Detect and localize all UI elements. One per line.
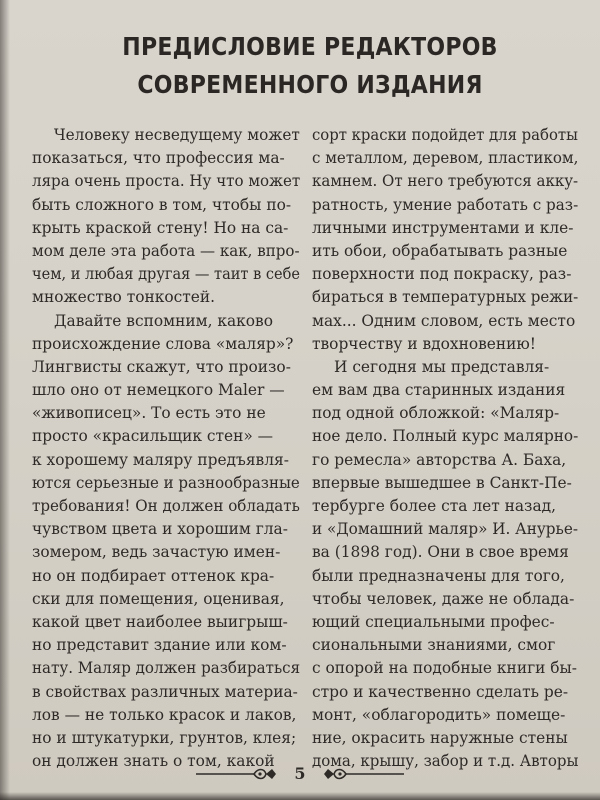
left-ornament-icon [196,766,280,782]
left-column-line: но он подбирает оттенок кра- [32,566,275,585]
page-number: 5 [294,764,306,783]
binding-shadow [0,0,10,800]
left-column-line: чем, и любая другая — таит в себе [32,265,300,284]
left-column-line: ски для помещения, оценивая, [32,589,285,608]
left-column-line: происхождение слова «маляр»? [32,334,294,353]
right-text-column [312,124,578,773]
left-column-line: какой цвет наиболее выигрыш- [32,612,288,631]
left-column-line: чувством цвета и хорошим гла- [32,520,288,539]
left-column-line: крыть краской стену! Но на са- [32,218,289,237]
left-column-line: Давайте вспомним, каково [54,311,273,330]
right-ornament-icon [320,766,404,782]
right-column-line: ем вам два старинных издания [312,381,566,400]
right-column-line: И сегодня мы представля- [334,357,550,376]
right-column-line: стро и качественно сделать ре- [312,682,569,701]
right-column-line: го ремесла» авторства А. Баха, [312,450,567,469]
right-column-line: монт, «облагородить» помеще- [312,705,566,724]
right-column-line: под одной обложкой: «Маляр- [312,404,560,423]
left-column-line: лов — не только красок и лаков, [32,705,297,724]
left-column-line: быть сложного в том, чтобы по- [32,195,292,214]
right-column-line: личными инструментами и кле- [312,218,574,237]
left-column-line: в свойствах различных материа- [32,682,298,701]
left-column-line: требования! Он должен обладать [32,497,300,515]
right-column-line: ратность, умение работать с раз- [312,195,579,214]
left-column-line: просто «красильщик стен» — [32,427,274,446]
left-column-line: Лингвисты скажут, что произо- [32,357,291,376]
title-line-1: ПРЕДИСЛОВИЕ РЕДАКТОРОВ [122,32,498,61]
right-column-line: с опорой на подобные книги бы- [312,659,577,678]
left-column-line: «живописец». То есть это не [32,404,266,423]
right-column-line: творчеству и вдохновению! [312,334,536,353]
right-column-line: с металлом, деревом, пластиком, [312,149,579,168]
right-column-line: чтобы человек, даже не облада- [312,589,575,608]
right-column-line: были предназначены для того, [312,566,565,585]
right-column-line: ить обои, обрабатывать разные [312,241,568,260]
right-column-line: тербурге более ста лет назад, [312,497,556,515]
right-column-line: камнем. От него требуются акку- [312,172,579,191]
right-column-line: дома, крышу, забор и т.д. Авторы [312,752,579,771]
left-column-line: ются серьезные и разнообразные [32,473,300,492]
left-column-line: Человеку несведущему может [53,126,300,144]
right-column-line: и «Домашний маляр» И. Анурье- [312,520,578,539]
right-column-line: поверхности под покраску, раз- [312,265,572,284]
left-column-line: ляра очень проста. Ну что может [32,172,301,191]
right-column-line: ющий специальными профес- [312,612,555,631]
left-column-line: но представит здание или ком- [32,636,287,655]
right-column-line: впервые вышедшее в Санкт-Пе- [312,473,572,492]
right-column-line: сиональными знаниями, смог [312,636,556,655]
left-text-column [32,124,300,773]
left-column-line: множество тонкостей. [32,288,216,307]
right-column-line: ва (1898 год). Они в свое время [312,543,569,562]
right-column-line: ное дело. Полный курс малярно- [312,427,579,446]
left-column-line: мом деле эта работа — как, впро- [32,241,300,260]
left-column-line: шло оно от немецкого Maler — [32,381,285,400]
right-column-line: ние, окрасить наружные стены [312,728,568,747]
left-column-line: к хорошему маляру предъявля- [32,450,289,469]
right-column-line: мах... Одним словом, есть место [312,311,576,330]
left-column-line: зомером, ведь зачастую имен- [32,543,281,562]
title-line-2: СОВРЕМЕННОГО ИЗДАНИЯ [137,70,483,99]
page-footer [0,762,600,792]
left-column-line: показаться, что профессия ма- [32,149,285,168]
page-title [72,28,547,104]
right-column-line: бираться в температурных режи- [312,288,579,307]
left-column-line: нату. Маляр должен разбираться [32,659,301,678]
left-column-line: он должен знать о том, какой [32,752,275,771]
right-column-line: сорт краски подойдет для работы [312,126,578,144]
left-column-line: но и штукатурки, грунтов, клея; [32,728,297,747]
page-bottom-edge [0,792,600,800]
